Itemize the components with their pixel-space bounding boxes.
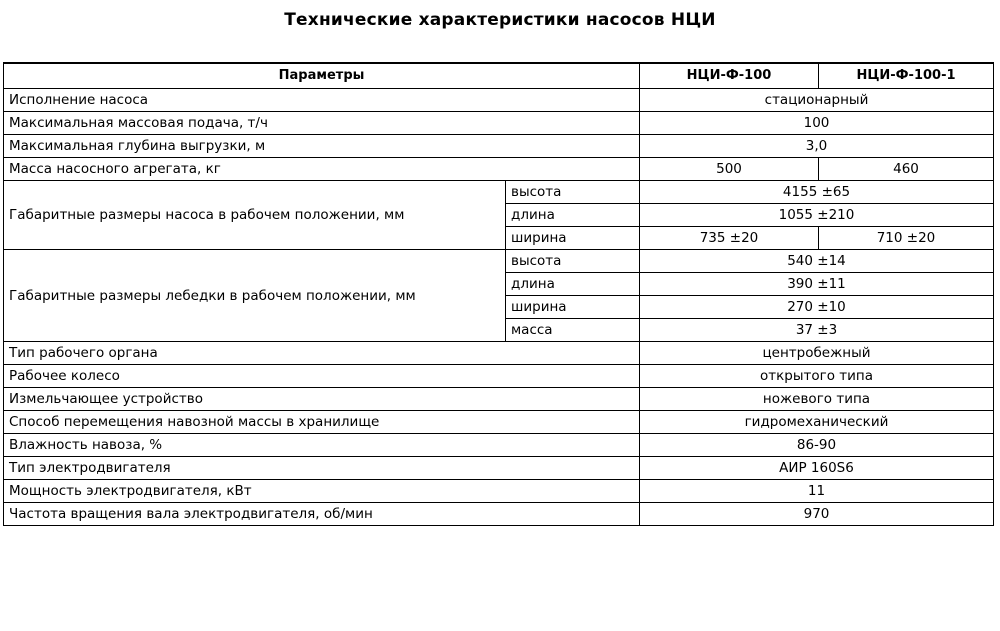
row-value: 970 xyxy=(640,503,994,526)
row-value-model-1: 735 ±20 xyxy=(640,227,819,250)
table-row xyxy=(4,181,994,204)
row-label: Рабочее колесо xyxy=(4,365,640,388)
table-row xyxy=(4,434,994,457)
page-title: Технические характеристики насосов НЦИ xyxy=(284,10,716,30)
row-label: Влажность навоза, % xyxy=(4,434,640,457)
row-label: Частота вращения вала электродвигателя, об/мин xyxy=(4,503,640,526)
sub-label: высота xyxy=(506,250,640,273)
table-row xyxy=(4,480,994,503)
row-label: Тип рабочего органа xyxy=(4,342,640,365)
row-value: открытого типа xyxy=(640,365,994,388)
row-label: Максимальная массовая подача, т/ч xyxy=(4,112,640,135)
row-value: 390 ±11 xyxy=(640,273,994,296)
row-value: 4155 ±65 xyxy=(640,181,994,204)
row-label: Максимальная глубина выгрузки, м xyxy=(4,135,640,158)
table-row xyxy=(4,89,994,112)
table-row xyxy=(4,158,994,181)
table-row xyxy=(4,135,994,158)
row-label: Габаритные размеры насоса в рабочем положении, мм xyxy=(4,181,506,250)
sub-label: ширина xyxy=(506,227,640,250)
sub-label: ширина xyxy=(506,296,640,319)
row-value: центробежный xyxy=(640,342,994,365)
row-label: Исполнение насоса xyxy=(4,89,640,112)
spec-table xyxy=(3,62,994,526)
row-value: 540 ±14 xyxy=(640,250,994,273)
header-model-1: НЦИ-Ф-100 xyxy=(640,63,819,89)
table-row xyxy=(4,112,994,135)
table-row xyxy=(4,250,994,273)
row-value: 100 xyxy=(640,112,994,135)
sub-label: длина xyxy=(506,273,640,296)
table-header-row xyxy=(4,63,994,89)
row-label: Измельчающее устройство xyxy=(4,388,640,411)
table-row xyxy=(4,503,994,526)
row-value: стационарный xyxy=(640,89,994,112)
row-label: Масса насосного агрегата, кг xyxy=(4,158,640,181)
table-row xyxy=(4,411,994,434)
row-value: 86-90 xyxy=(640,434,994,457)
row-value: ножевого типа xyxy=(640,388,994,411)
row-value: 11 xyxy=(640,480,994,503)
row-value: 270 ±10 xyxy=(640,296,994,319)
row-value-model-2: 710 ±20 xyxy=(819,227,994,250)
row-value: 37 ±3 xyxy=(640,319,994,342)
row-value-model-2: 460 xyxy=(819,158,994,181)
row-value: 1055 ±210 xyxy=(640,204,994,227)
header-model-2: НЦИ-Ф-100-1 xyxy=(819,63,994,89)
row-label: Тип электродвигателя xyxy=(4,457,640,480)
table-row xyxy=(4,365,994,388)
header-params: Параметры xyxy=(4,63,640,89)
row-value: гидромеханический xyxy=(640,411,994,434)
row-value: 3,0 xyxy=(640,135,994,158)
row-value-model-1: 500 xyxy=(640,158,819,181)
sub-label: масса xyxy=(506,319,640,342)
table-row xyxy=(4,342,994,365)
row-label: Габаритные размеры лебедки в рабочем положении, мм xyxy=(4,250,506,342)
row-value: АИР 160S6 xyxy=(640,457,994,480)
sub-label: высота xyxy=(506,181,640,204)
table-row xyxy=(4,457,994,480)
row-label: Мощность электродвигателя, кВт xyxy=(4,480,640,503)
sub-label: длина xyxy=(506,204,640,227)
table-row xyxy=(4,388,994,411)
row-label: Способ перемещения навозной массы в хранилище xyxy=(4,411,640,434)
